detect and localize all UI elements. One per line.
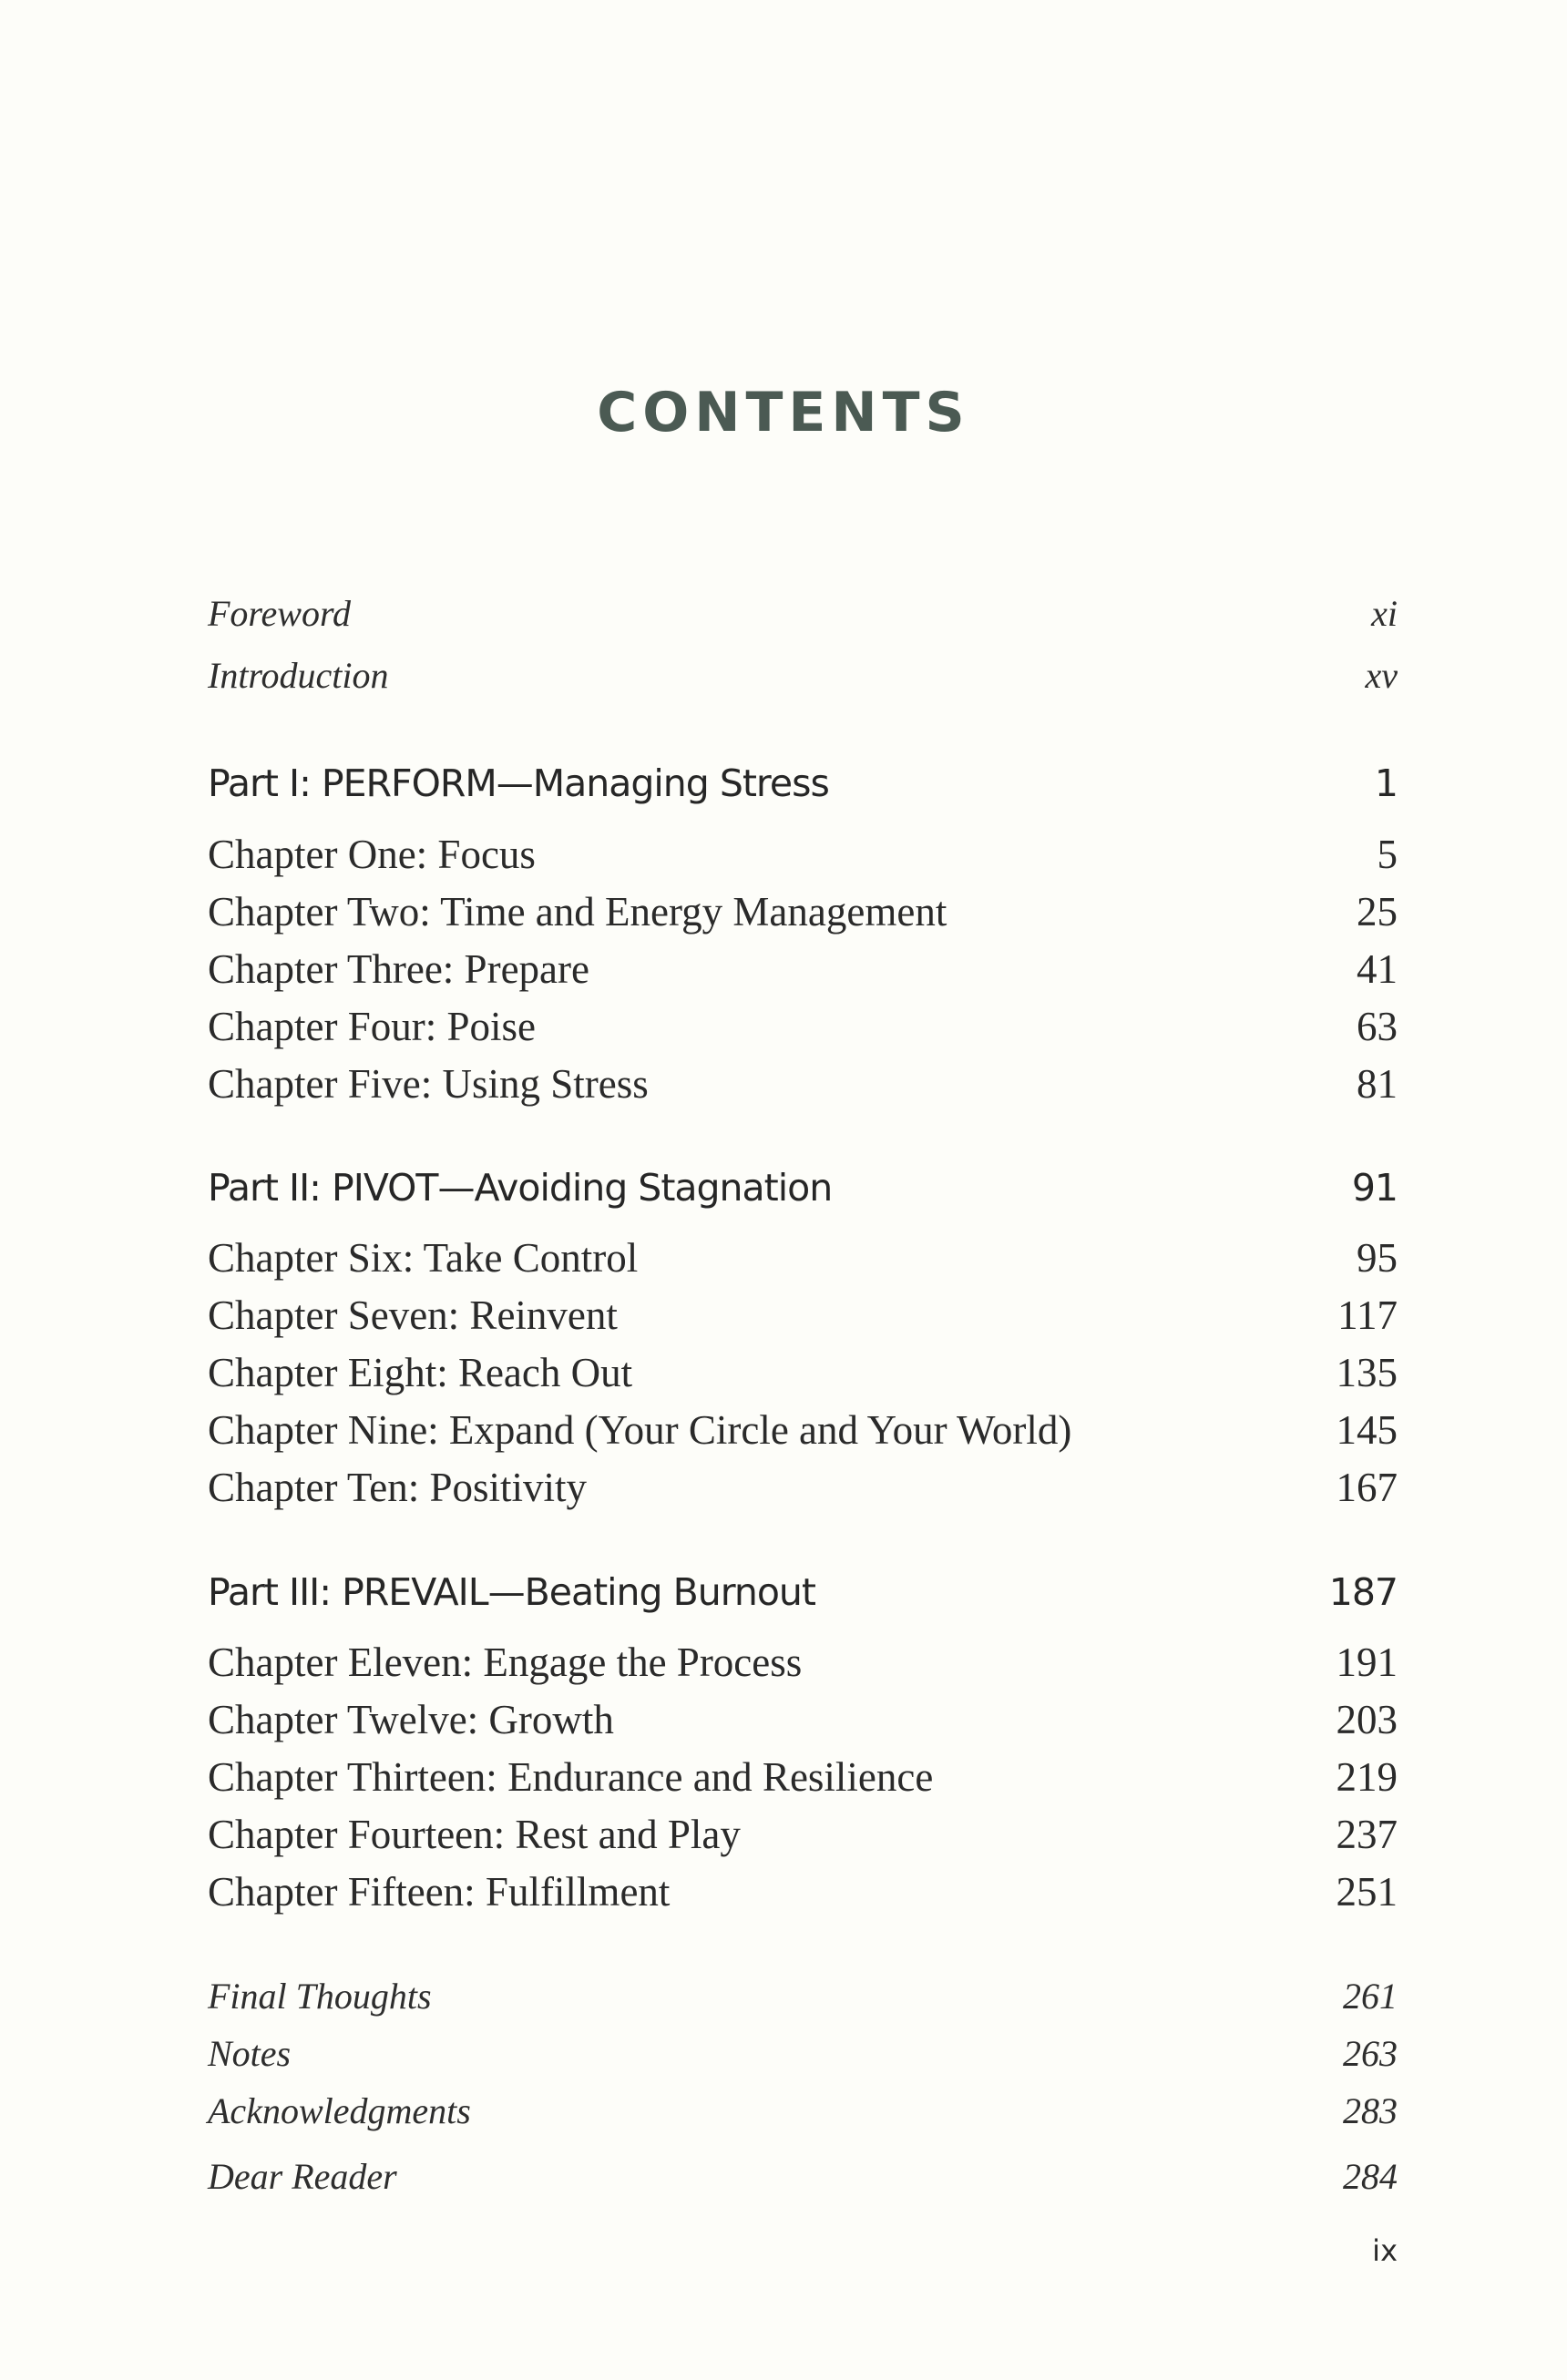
entry-page-number: 263 (1343, 2033, 1398, 2074)
entry-label: Acknowledgments (208, 2090, 471, 2131)
toc-chapter-9[interactable] (208, 1406, 1398, 1454)
toc-chapter-14[interactable] (208, 1811, 1398, 1858)
toc-chapter-12[interactable] (208, 1696, 1398, 1743)
part-page-number: 91 (1351, 1166, 1398, 1210)
chapter-label: Chapter One: Focus (208, 832, 536, 877)
entry-page-number: xi (1371, 593, 1398, 634)
chapter-page-number: 135 (1336, 1350, 1398, 1395)
entry-label: Dear Reader (208, 2156, 397, 2197)
chapter-label: Chapter Five: Using Stress (208, 1061, 649, 1107)
part-label: Part III: PREVAIL—Beating Burnout (208, 1570, 815, 1614)
toc-part-2[interactable] (208, 1166, 1398, 1210)
entry-page-number: 284 (1343, 2156, 1398, 2197)
toc-entry-notes[interactable] (208, 2032, 1398, 2075)
chapter-label: Chapter Seven: Reinvent (208, 1292, 618, 1338)
chapter-page-number: 191 (1336, 1639, 1398, 1685)
chapter-label: Chapter Twelve: Growth (208, 1697, 614, 1742)
entry-label: Final Thoughts (208, 1976, 432, 2017)
chapter-label: Chapter Nine: Expand (Your Circle and Your World) (208, 1407, 1072, 1453)
page-title: CONTENTS (597, 381, 970, 445)
toc-chapter-10[interactable] (208, 1464, 1398, 1511)
entry-label: Foreword (208, 593, 352, 634)
entry-label: Introduction (208, 655, 389, 696)
chapter-page-number: 237 (1336, 1812, 1398, 1857)
chapter-label: Chapter Ten: Positivity (208, 1465, 588, 1510)
part-label: Part II: PIVOT—Avoiding Stagnation (208, 1166, 833, 1210)
toc-part-3[interactable] (208, 1570, 1398, 1614)
toc-entry-final-thoughts[interactable] (208, 1975, 1398, 2017)
toc-chapter-3[interactable] (208, 945, 1398, 993)
toc-entry-acknowledgments[interactable] (208, 2089, 1398, 2132)
toc-entry-introduction[interactable] (208, 654, 1398, 697)
chapter-label: Chapter Eleven: Engage the Process (208, 1639, 803, 1685)
chapter-label: Chapter Eight: Reach Out (208, 1350, 633, 1395)
chapter-label: Chapter Fourteen: Rest and Play (208, 1812, 741, 1857)
chapter-page-number: 5 (1377, 832, 1398, 877)
toc-chapter-7[interactable] (208, 1292, 1398, 1339)
entry-page-number: 261 (1343, 1976, 1398, 2017)
toc-chapter-15[interactable] (208, 1868, 1398, 1915)
chapter-page-number: 167 (1336, 1465, 1398, 1510)
chapter-label: Chapter Thirteen: Endurance and Resilience (208, 1754, 934, 1800)
chapter-label: Chapter Three: Prepare (208, 946, 589, 992)
chapter-page-number: 95 (1357, 1235, 1398, 1281)
chapter-label: Chapter Fifteen: Fulfillment (208, 1869, 671, 1915)
toc-entry-foreword[interactable] (208, 592, 1398, 635)
chapter-label: Chapter Four: Poise (208, 1004, 536, 1049)
entry-page-number: 283 (1343, 2090, 1398, 2131)
part-page-number: 187 (1328, 1570, 1398, 1614)
toc-chapter-11[interactable] (208, 1639, 1398, 1686)
part-label: Part I: PERFORM—Managing Stress (208, 761, 829, 805)
chapter-page-number: 145 (1336, 1407, 1398, 1453)
toc-entry-dear-reader[interactable] (208, 2155, 1398, 2198)
chapter-page-number: 219 (1336, 1754, 1398, 1800)
page-folio: ix (1372, 2233, 1398, 2268)
toc-chapter-5[interactable] (208, 1060, 1398, 1108)
chapter-page-number: 63 (1357, 1004, 1398, 1049)
chapter-label: Chapter Two: Time and Energy Management (208, 889, 947, 935)
chapter-page-number: 81 (1357, 1061, 1398, 1107)
toc-chapter-2[interactable] (208, 888, 1398, 935)
toc-chapter-1[interactable] (208, 831, 1398, 878)
toc-chapter-4[interactable] (208, 1003, 1398, 1050)
chapter-page-number: 203 (1336, 1697, 1398, 1742)
toc-chapter-8[interactable] (208, 1349, 1398, 1396)
entry-page-number: xv (1365, 655, 1398, 696)
chapter-page-number: 251 (1336, 1869, 1398, 1915)
part-page-number: 1 (1374, 761, 1398, 805)
toc-chapter-13[interactable] (208, 1753, 1398, 1801)
toc-chapter-6[interactable] (208, 1234, 1398, 1282)
toc-part-1[interactable] (208, 761, 1398, 805)
chapter-label: Chapter Six: Take Control (208, 1235, 639, 1281)
chapter-page-number: 41 (1357, 946, 1398, 992)
entry-label: Notes (208, 2033, 292, 2074)
chapter-page-number: 25 (1357, 889, 1398, 935)
chapter-page-number: 117 (1337, 1292, 1398, 1338)
